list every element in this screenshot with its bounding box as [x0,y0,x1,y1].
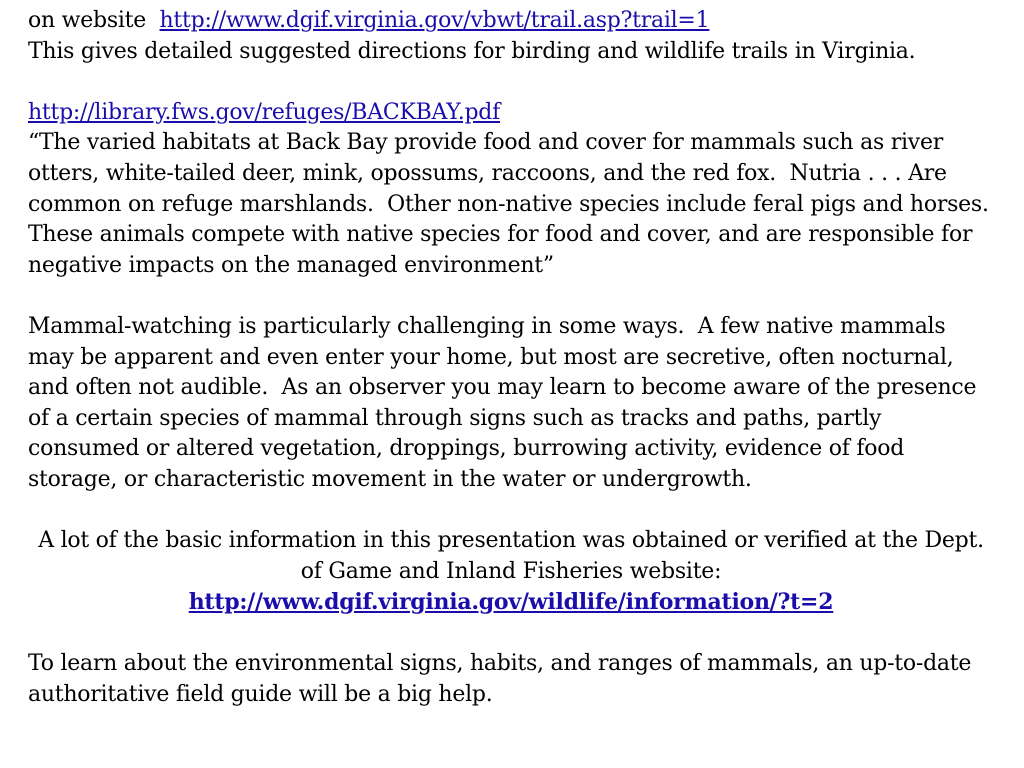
mammal-watching-paragraph: Mammal-watching is particularly challenging in some ways. A few native mammals may be apparent and even enter your home, but most are secretive, often nocturnal, and often not audible. As an observer you may learn to become aware of the presence of a certain species of mammal through signs such as tracks and paths, partly consumed or altered vegetation, droppings, burrowing activity, evidence of food storage, or characteristic movement in the water or undergrowth. [28,313,983,492]
trail-website-line [28,6,994,37]
paragraph-gap [28,67,994,98]
paragraph-gap [28,496,994,527]
dgif-wildlife-link[interactable]: http://www.dgif.virginia.gov/wildlife/information/?t=2 [188,589,834,616]
trail-website-description: This gives detailed suggested directions for birding and wildlife trails in Virginia. [28,38,916,64]
trail-website-prefix: on website [28,8,160,33]
paragraph-gap [28,281,994,312]
backbay-pdf-link[interactable]: http://library.fws.gov/refuges/BACKBAY.pdf [28,99,501,125]
backbay-quote: “The varied habitats at Back Bay provide food and cover for mammals such as river otters, white-tailed deer, mink, opossums, raccoons, and the red fox. Nutria . . . Are common on refuge marshlands. Other non-native species include feral pigs and horses. These animals compete with native species for food and cover, and are responsible for negative impacts on the managed environment” [28,130,996,278]
dgif-link-line [28,587,994,619]
paragraph-gap [28,619,994,650]
backbay-link-line [28,98,994,129]
trail-website-link[interactable]: http://www.dgif.virginia.gov/vbwt/trail.asp?trail=1 [159,8,710,33]
field-guide-paragraph: To learn about the environmental signs, habits, and ranges of mammals, an up-to-date authoritative field guide will be a big help. [28,651,978,708]
dgif-source-text: A lot of the basic information in this presentation was obtained or verified at the Dept. of Game and Inland Fisheries website: [38,528,991,584]
